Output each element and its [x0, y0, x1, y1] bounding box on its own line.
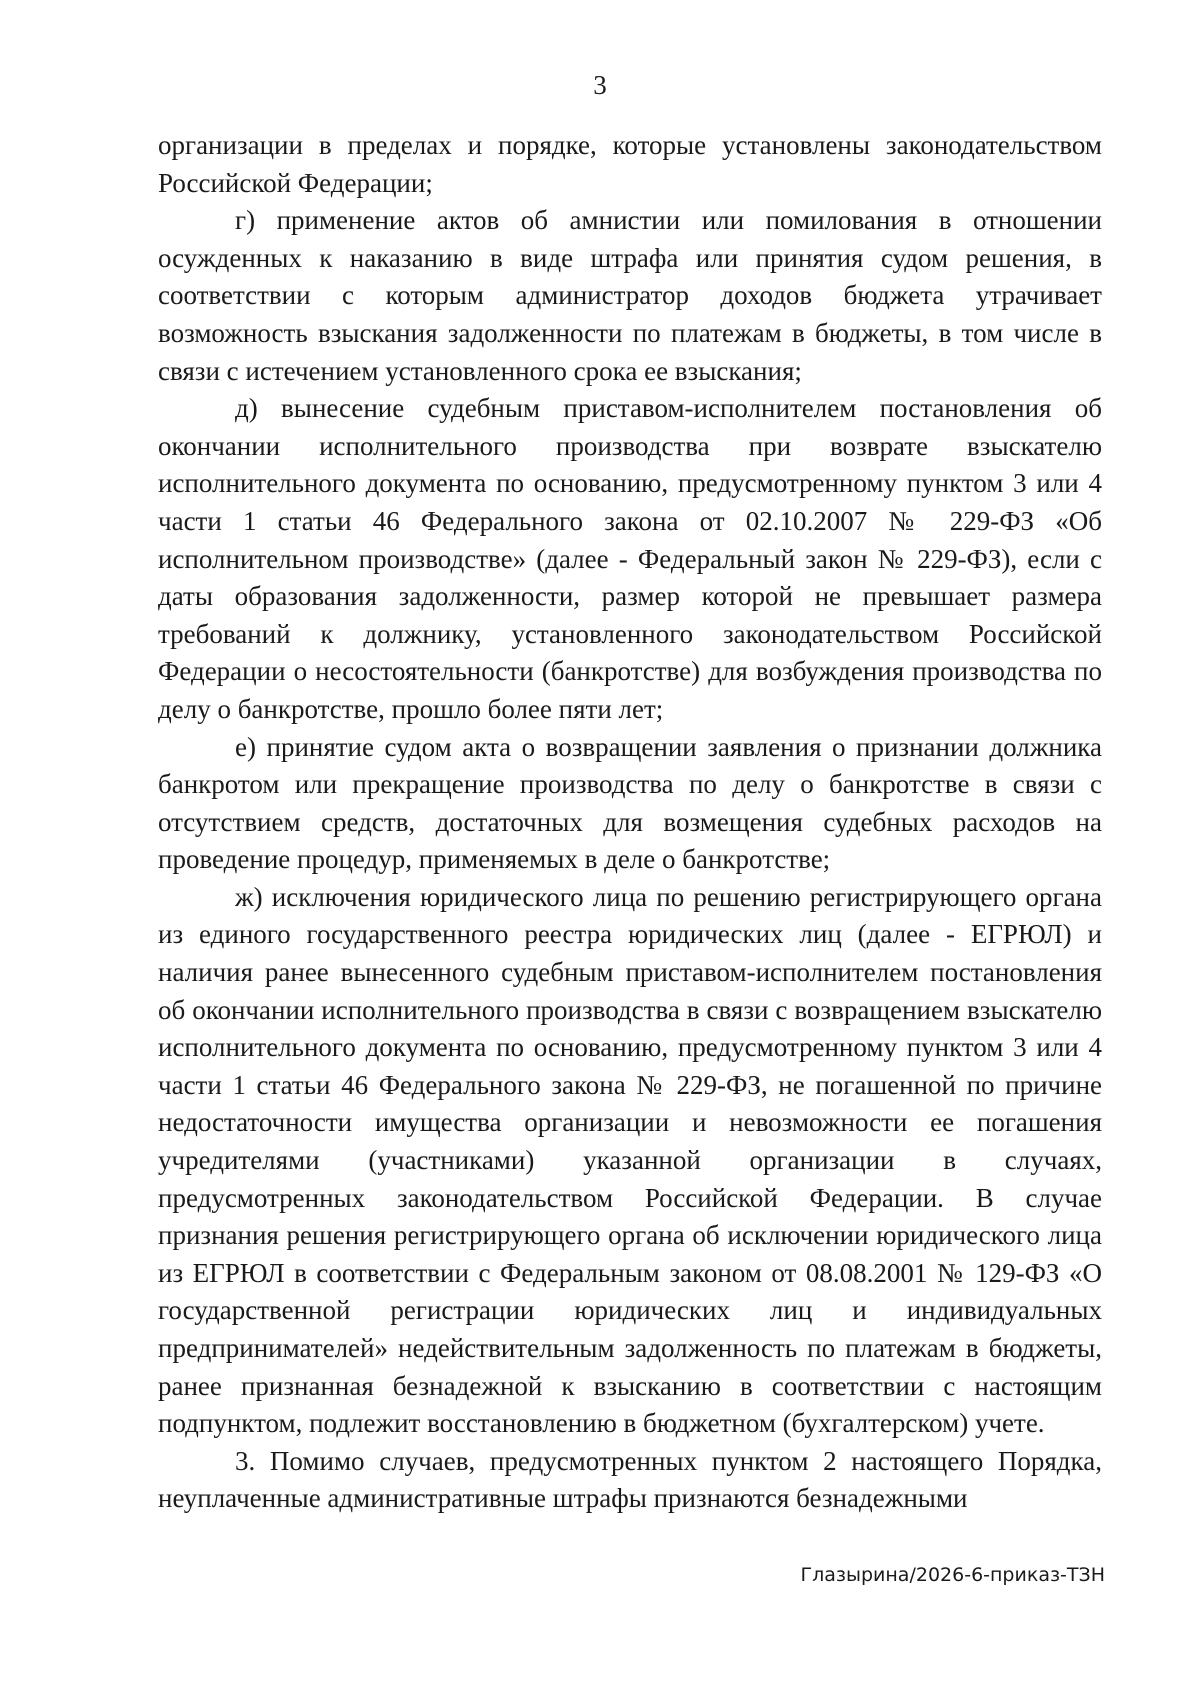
page-number: 3	[593, 70, 607, 100]
paragraph-continuation: организации в пределах и порядке, которые установлены законодательством Российской Федерации;	[158, 130, 1102, 198]
paragraph-g: г) применение актов об амнистии или помилования в отношении осужденных к наказанию в виде штрафа или принятия судом решения, в соответствии с которым администратор доходов бюджета утрачивает возможность взыскания задолженности по платежам в бюджеты, в том числе в связи с истечением установленного срока ее взыскания;	[158, 205, 1102, 386]
paragraph-e: е) принятие судом акта о возвращении заявления о признании должника банкротом или прекращение производства по делу о банкротстве в связи с отсутствием средств, достаточных для возмещения судебных расходов на проведение процедур, применяемых в деле о банкротстве;	[158, 731, 1102, 875]
paragraph-3: 3. Помимо случаев, предусмотренных пунктом 2 настоящего Порядка, неуплаченные административные штрафы признаются безнадежными	[158, 1445, 1102, 1514]
paragraph-zh: ж) исключения юридического лица по решению регистрирующего органа из единого государственного реестра юридических лиц (далее - ЕГРЮЛ) и наличия ранее вынесенного судебным приставом-исполнителем постановления об окончании исполнительного производства в связи с возвращением взыскателю исполнительного документа по основанию, предусмотренному пунктом 3 или 4 части 1 статьи 46 Федерального закона № 229-ФЗ, не погашенной по причине недостаточности имущества организации и невозможности ее погашения учредителями (участниками) указанной организации в случаях, предусмотренных законодательством Российской Федерации. В случае признания решения регистрирующего органа об исключении юридического лица из ЕГРЮЛ в соответствии с Федеральным законом от 08.08.2001 № 129-ФЗ «О государственной регистрации юридических лиц и индивидуальных предпринимателей» недействительным задолженность по платежам в бюджеты, ранее признанная безнадежной к взысканию в соответствии с настоящим подпунктом, подлежит восстановлению в бюджетном (бухгалтерском) учете.	[158, 881, 1102, 1439]
document-body	[158, 127, 1102, 1518]
paragraph-d: д) вынесение судебным приставом-исполнителем постановления об окончании исполнительного производства при возврате взыскателю исполнительного документа по основанию, предусмотренному пунктом 3 или 4 части 1 статьи 46 Федерального закона от 02.10.2007 № 229-ФЗ «Об исполнительном производстве» (далее - Федеральный закон № 229-ФЗ), если с даты образования задолженности, размер которой не превышает размера требований к должнику, установленного законодательством Российской Федерации о несостоятельности (банкротстве) для возбуждения производства по делу о банкротстве, прошло более пяти лет;	[158, 393, 1102, 724]
document-code: Глазырина/2026-6-приказ-ТЗН	[800, 1564, 1105, 1586]
